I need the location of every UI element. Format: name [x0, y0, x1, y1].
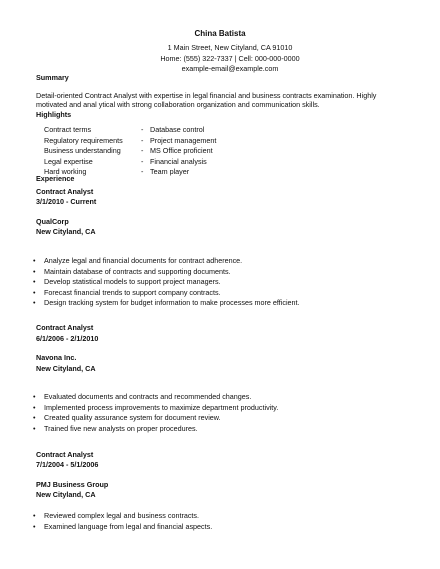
- experience-heading: Experience: [36, 174, 75, 183]
- bullet-icon: •: [33, 521, 36, 531]
- phone-line: Home: (555) 322-7337 | Cell: 000-000-0000: [160, 54, 300, 63]
- job-title: Contract Analyst: [36, 450, 94, 459]
- candidate-name: China Batista: [194, 29, 246, 38]
- job-title: Contract Analyst: [36, 187, 94, 196]
- bullet-icon: •: [33, 266, 36, 276]
- list-item-text: Financial analysis: [150, 156, 207, 166]
- bullet-icon: •: [33, 298, 36, 307]
- bullet-icon: •: [33, 402, 36, 412]
- dash-marker: -: [141, 125, 144, 134]
- list-item-text: Trained five new analysts on proper procedures.: [44, 423, 198, 433]
- list-item-text: MS Office proficient: [150, 146, 213, 156]
- list-item-text: Forecast financial trends to support company contracts.: [44, 287, 221, 297]
- bullet-icon: •: [33, 511, 36, 520]
- list-item-text: Regulatory requirements: [44, 135, 123, 145]
- list-item-text: Design tracking system for budget information to make processes more efficient.: [44, 298, 300, 307]
- list-item-text: Develop statistical models to support project managers.: [44, 277, 221, 286]
- job-company: QualCorp: [36, 217, 69, 226]
- bullet-icon: •: [33, 423, 36, 433]
- address: 1 Main Street, New Cityland, CA 91010: [167, 43, 293, 52]
- dash-marker: -: [141, 146, 144, 156]
- job-dates: 7/1/2004 - 5/1/2006: [36, 460, 99, 469]
- email: example-email@example.com: [181, 64, 279, 73]
- bullet-icon: •: [33, 413, 36, 422]
- list-item-text: Business understanding: [44, 146, 121, 156]
- highlights-heading: Highlights: [36, 110, 72, 119]
- list-item-text: Analyze legal and financial documents for contract adherence.: [44, 256, 243, 265]
- job-location: New Cityland, CA: [36, 490, 96, 499]
- summary-line-2: motivated and anal ytical with strong collaboration organization and communication skills.: [36, 100, 320, 109]
- job-company: PMJ Business Group: [36, 480, 109, 489]
- dash-marker: -: [141, 167, 144, 177]
- list-item-text: Contract terms: [44, 125, 92, 134]
- list-item-text: Team player: [150, 167, 190, 177]
- list-item-text: Project management: [150, 135, 217, 145]
- job-location: New Cityland, CA: [36, 364, 96, 373]
- list-item-text: Database control: [150, 125, 205, 134]
- bullet-icon: •: [33, 256, 36, 265]
- summary-line-1: Detail-oriented Contract Analyst with expertise in legal financial and business contracts examination. Highly: [36, 91, 377, 100]
- list-item-text: Legal expertise: [44, 156, 93, 166]
- summary-heading: Summary: [36, 73, 69, 82]
- job-location: New Cityland, CA: [36, 227, 96, 236]
- list-item-text: Examined language from legal and financial aspects.: [44, 521, 213, 531]
- bullet-icon: •: [33, 277, 36, 286]
- job-title: Contract Analyst: [36, 323, 94, 332]
- bullet-icon: •: [33, 392, 36, 401]
- list-item-text: Created quality assurance system for document review.: [44, 413, 221, 422]
- job-dates: 3/1/2010 - Current: [36, 197, 97, 206]
- list-item-text: Evaluated documents and contracts and recommended changes.: [44, 392, 252, 401]
- list-item-text: Maintain database of contracts and supporting documents.: [44, 266, 231, 276]
- list-item-text: Reviewed complex legal and business contracts.: [44, 511, 200, 520]
- list-item-text: Hard working: [44, 167, 87, 177]
- dash-marker: -: [141, 135, 144, 145]
- job-dates: 6/1/2006 - 2/1/2010: [36, 334, 99, 343]
- job-company: Navona Inc.: [36, 353, 77, 362]
- list-item-text: Implemented process improvements to maximize department productivity.: [44, 402, 279, 412]
- dash-marker: -: [141, 156, 144, 166]
- bullet-icon: •: [33, 287, 36, 297]
